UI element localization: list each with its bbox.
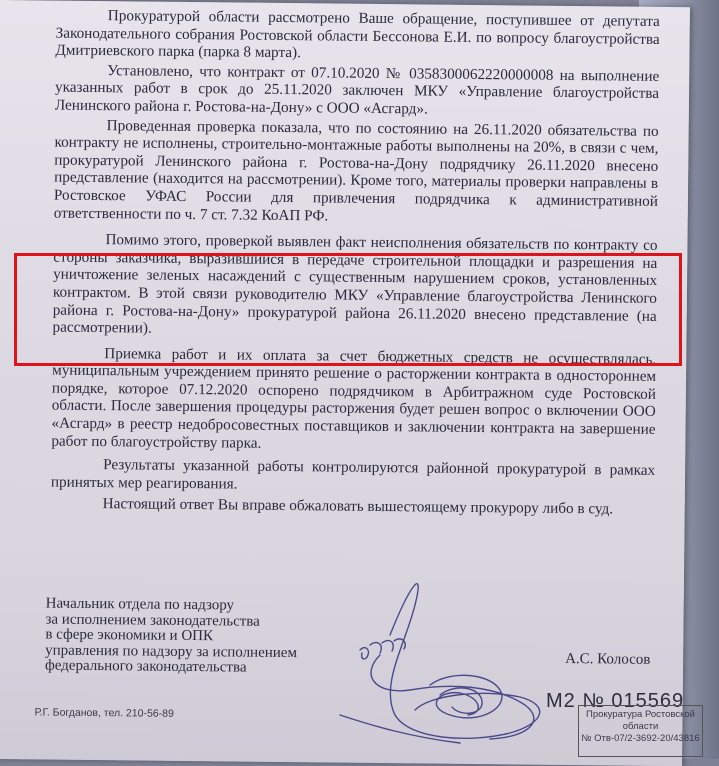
- paragraph-customer-violation: Помимо этого, проверкой выявлен факт неисполнения обязательств по контракту со стороны заказчика, выразившийся в передаче строительной площадки и разрешения на уничтожение зеленых насаждений с существенным нарушением сроков, установленных контрактом. В этой связи руководителю МКУ «Управление благоустройства Ленинского района г. Ростова-на-Дону» прокуратурой района 26.11.2020 внесено представление (на рассмотрении).: [52, 231, 658, 337]
- stamp-line: Прокуратура Ростовской: [586, 709, 695, 720]
- paragraph-inspection: Проведенная проверка показала, что по состоянию на 26.11.2020 обязательства по контракту не исполнены, строительно-монтажные работы выполнены на 20%, в связи с чем, прокуратурой Ленинского района г. Ростова-на-Дону подрядчику 26.11.2020 внесено представление (находится на рассмотрении). Кроме того, материалы проверки направлены в Ростовское УФАС России для привлечения подрядчика к административной ответственности по ч. 7 ст. 7.32 КоАП РФ.: [53, 116, 659, 224]
- registration-stamp: [578, 705, 703, 757]
- signature-block: [45, 597, 356, 678]
- position-line: в сфере экономики и ОПК: [45, 626, 214, 645]
- stamp-line: № Отв-07/2-3692-20/43816: [581, 733, 700, 744]
- handwritten-signature: [320, 565, 570, 755]
- position-line: Начальник отдела по надзору: [45, 595, 235, 614]
- position-line: управления по надзору за исполнением: [45, 642, 298, 661]
- signer-name: А.С. Колосов: [565, 650, 651, 668]
- highlight-frame: [14, 253, 682, 366]
- paragraph-intro: Прокуратурой области рассмотрено Ваше обращение, поступившее от депутата Законодательного собрания Ростовской области Бессонова Е.И. по вопросу благоустройства Дмитриевского парка (парка 8 марта).: [55, 7, 660, 62]
- stamp-line: области: [622, 721, 659, 732]
- paragraph-results: Результаты указанной работы контролируются районной прокуратурой в рамках принятых мер реагирования.: [50, 456, 656, 493]
- registration-number: М2 № 015569: [546, 690, 685, 712]
- paragraph-acceptance: Приемка работ и их оплата за счет бюджетных средств не осуществлялась, муниципальным учреждением принято решение о расторжении контракта в одностороннем порядке, которое 07.12.2020 оспорено подрядчиком в Арбитражном суде Ростовской области. После завершения процедуры расторжения будет решен вопрос о включении ООО «Асгард» в реестр недобросовестных поставщиков и заключении контракта на завершение работ по благоустройству парка.: [51, 344, 657, 452]
- position-line: федерального законодательства: [44, 657, 247, 676]
- paragraph-appeal: Настоящий ответ Вы вправе обжаловать вышестоящему прокурору либо в суд.: [102, 495, 614, 518]
- position-line: за исполнением законодательства: [45, 611, 260, 630]
- executor-line: Р.Г. Богданов, тел. 210-56-89: [34, 706, 174, 720]
- paragraph-contract: Установлено, что контракт от 07.10.2020 № 0358300062220000008 на выполнение указанных работ в срок до 25.11.2020 заключен МКУ «Управление благоустройства Ленинского района г. Ростова-на-Дону» с ООО «Асгард».: [54, 61, 660, 118]
